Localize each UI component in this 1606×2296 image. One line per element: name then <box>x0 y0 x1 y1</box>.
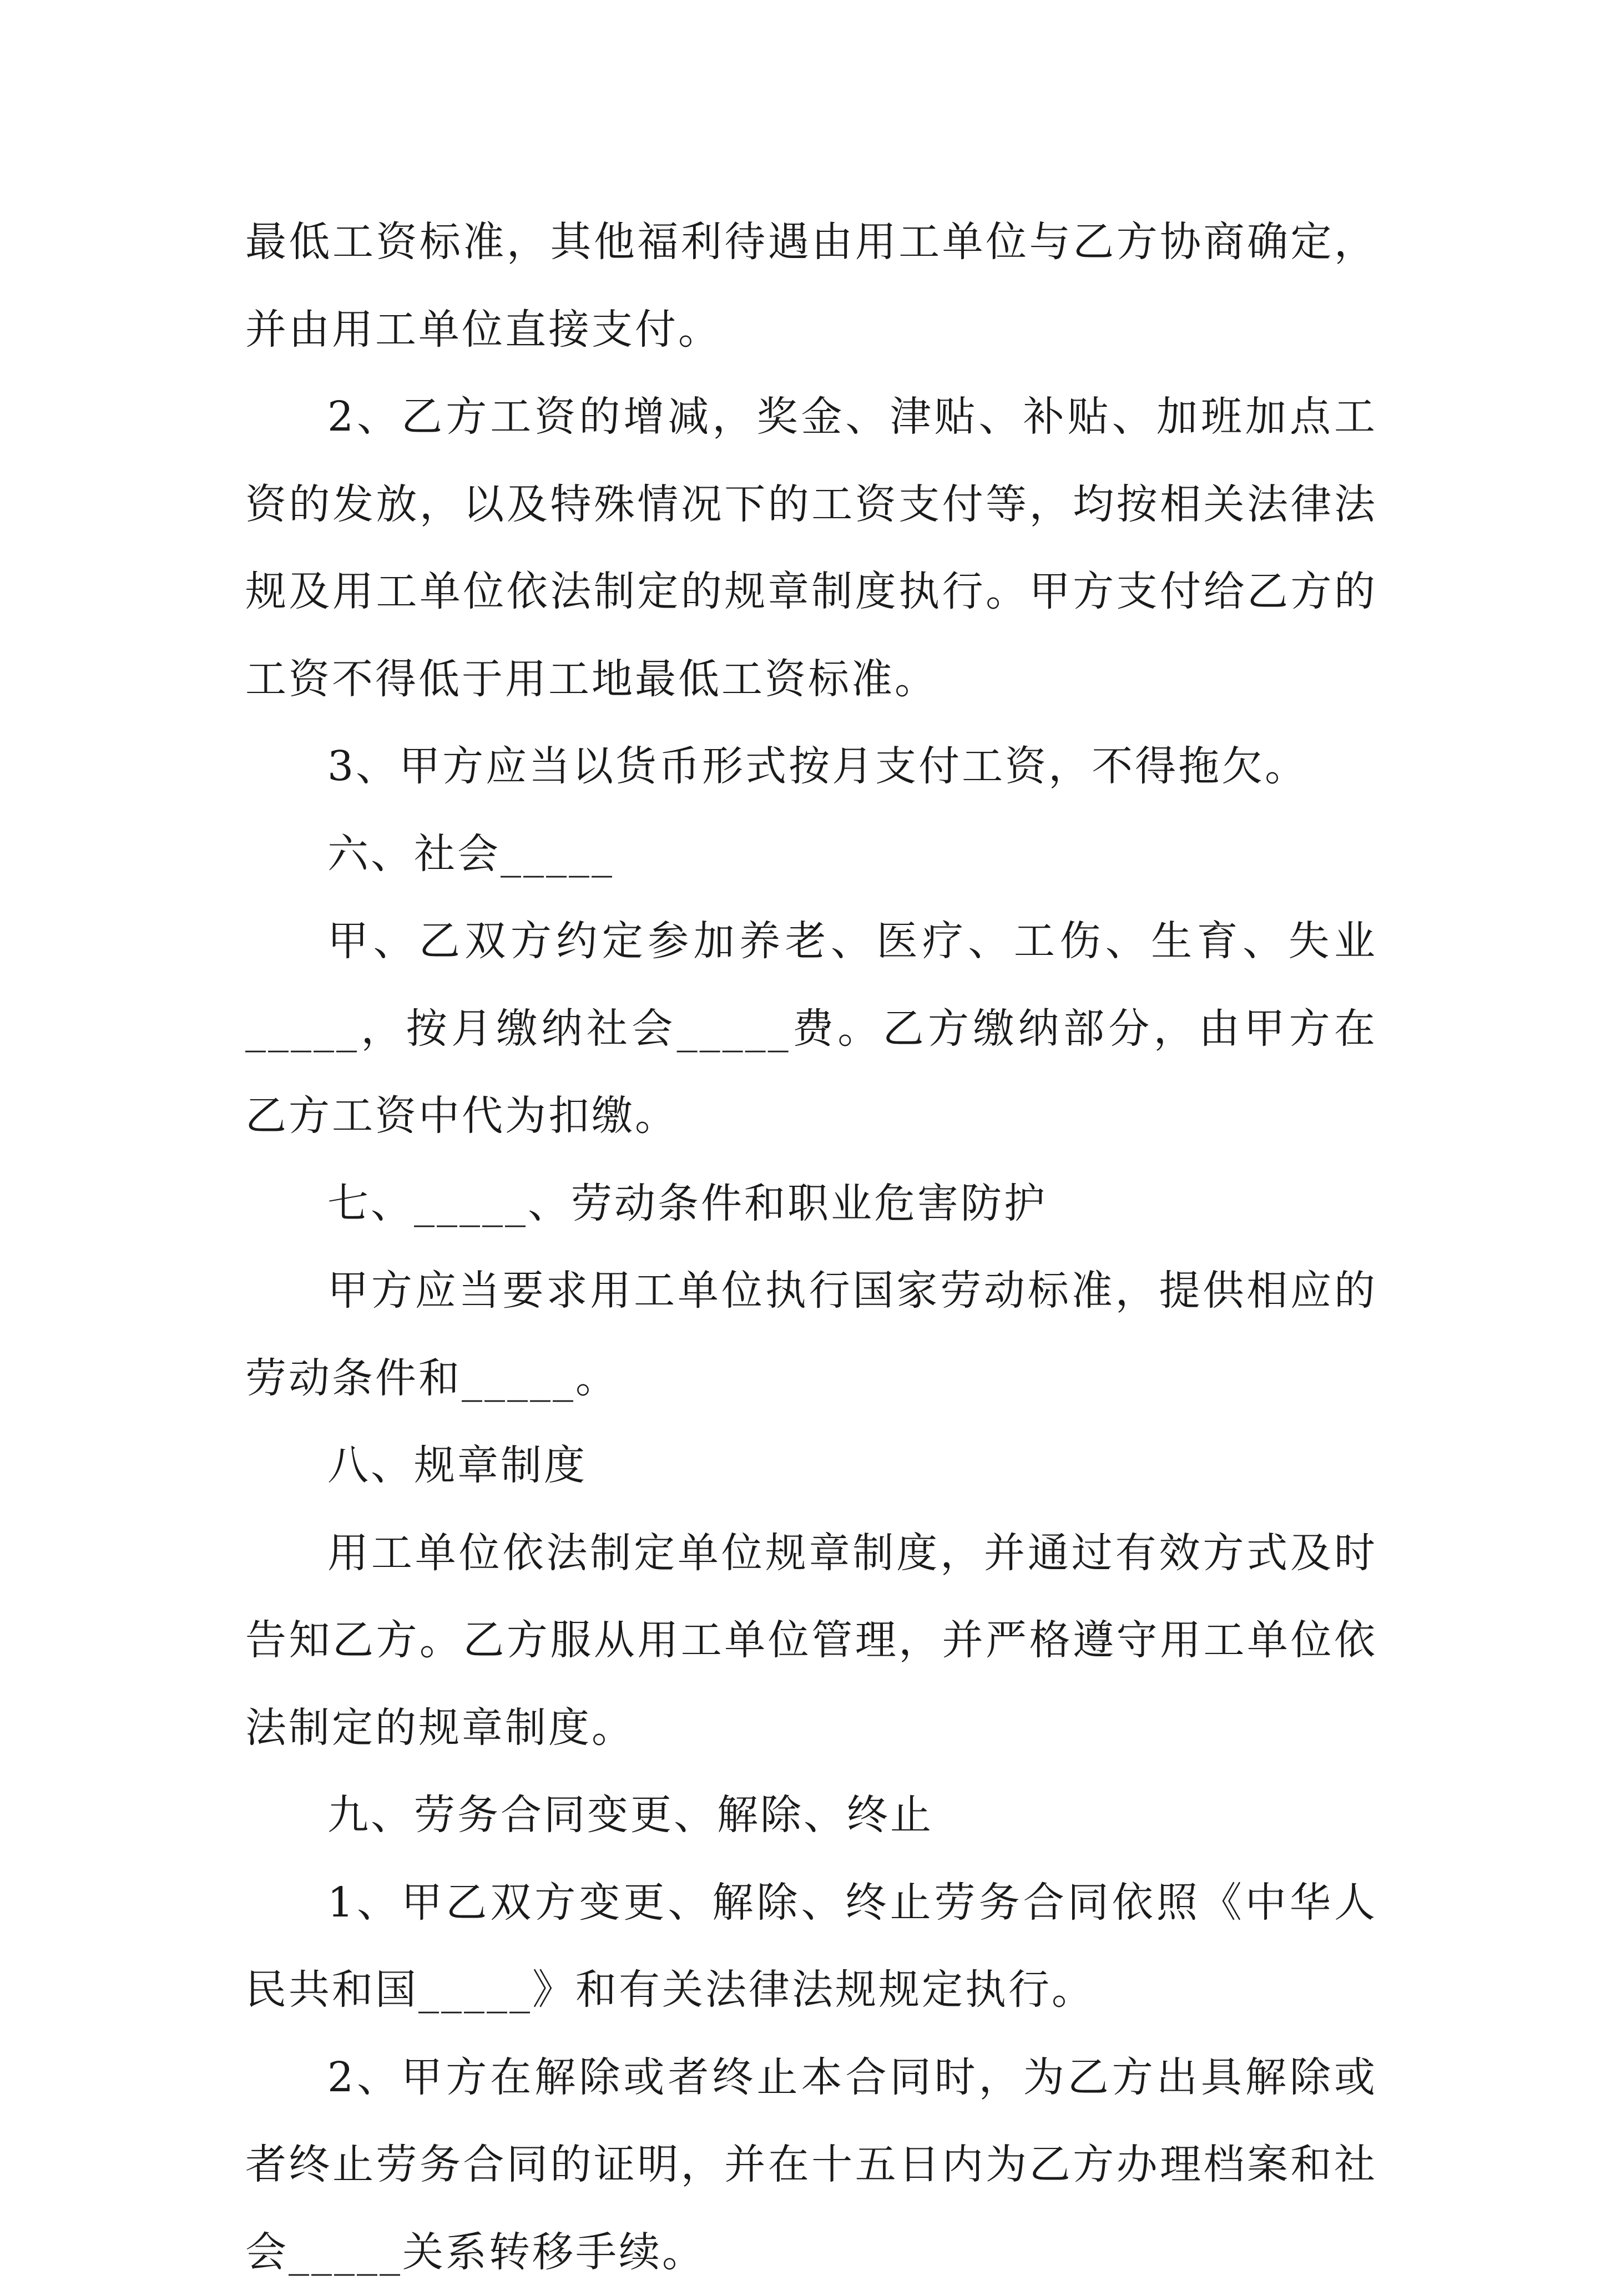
paragraph-wage-payment: 3、甲方应当以货币形式按月支付工资，不得拖欠。 <box>245 723 1377 811</box>
section-heading-labor-protection: 七、_____、劳动条件和职业危害防护 <box>245 1160 1377 1248</box>
paragraph-rules: 用工单位依法制定单位规章制度，并通过有效方式及时告知乙方。乙方服从用工单位管理，并严格遵守用工单位依法制定的规章制度。 <box>245 1510 1377 1772</box>
paragraph-continuation: 最低工资标准，其他福利待遇由用工单位与乙方协商确定，并由用工单位直接支付。 <box>245 199 1377 373</box>
paragraph-social-insurance: 甲、乙双方约定参加养老、医疗、工伤、生育、失业_____，按月缴纳社会_____费。乙方缴纳部分，由甲方在乙方工资中代为扣缴。 <box>245 898 1377 1160</box>
paragraph-contract-change: 1、甲乙双方变更、解除、终止劳务合同依照《中华人民共和国_____》和有关法律法规规定执行。 <box>245 1859 1377 2034</box>
paragraph-labor-protection: 甲方应当要求用工单位执行国家劳动标准，提供相应的劳动条件和_____。 <box>245 1247 1377 1422</box>
section-heading-social: 六、社会_____ <box>245 811 1377 898</box>
section-heading-rules: 八、规章制度 <box>245 1422 1377 1510</box>
paragraph-wage-adjustment: 2、乙方工资的增减，奖金、津贴、补贴、加班加点工资的发放，以及特殊情况下的工资支付等，均按相关法律法规及用工单位依法制定的规章制度执行。甲方支付给乙方的工资不得低于用工地最低工资标准。 <box>245 373 1377 723</box>
document-body <box>245 199 1377 2296</box>
paragraph-contract-termination: 2、甲方在解除或者终止本合同时，为乙方出具解除或者终止劳务合同的证明，并在十五日内为乙方办理档案和社会_____关系转移手续。 <box>245 2034 1377 2296</box>
section-heading-contract-change: 九、劳务合同变更、解除、终止 <box>245 1772 1377 1859</box>
